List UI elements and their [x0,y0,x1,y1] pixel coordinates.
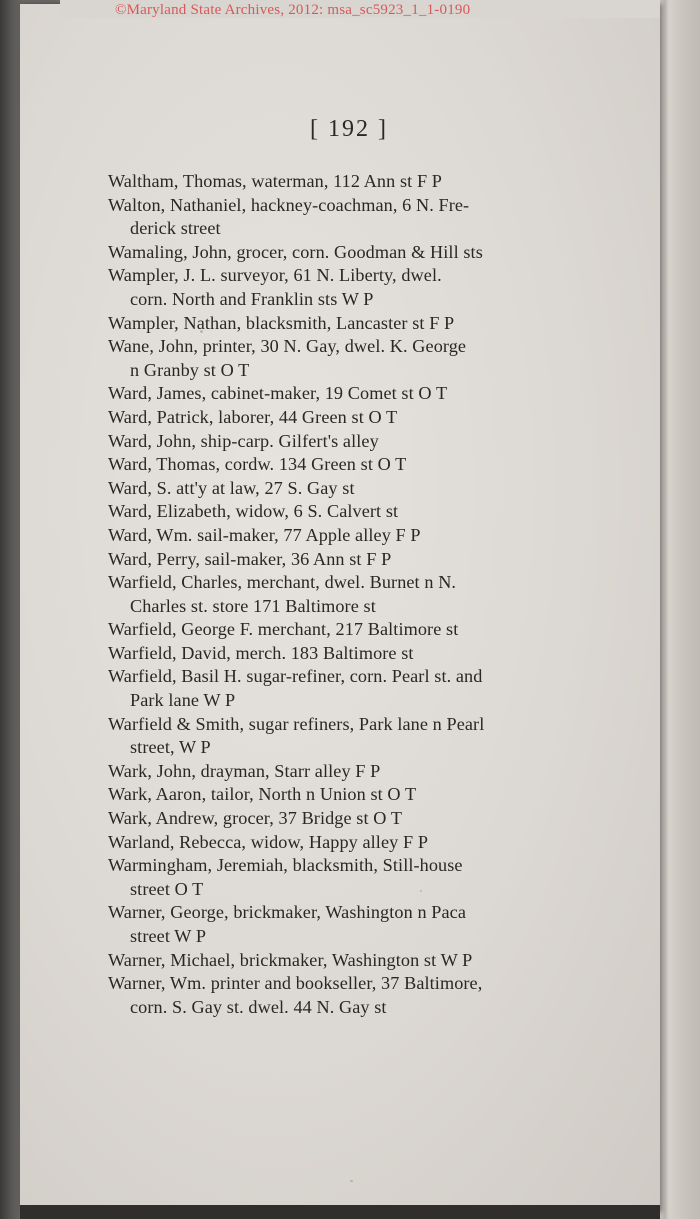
directory-entry [108,500,633,524]
archive-stamp: ©Maryland State Archives, 2012: msa_sc5923_1_1-0190 [115,2,471,18]
entry-line: Wampler, J. L. surveyor, 61 N. Liberty, dwel. [108,265,442,286]
entry-line: Warmingham, Jeremiah, blacksmith, Still-house [108,855,463,876]
directory-entry [108,665,633,712]
entry-line: Warfield, George F. merchant, 217 Baltimore st [108,619,459,640]
entry-line: Warfield, Charles, merchant, dwel. Burnet n N. [108,572,457,593]
entry-line: Wamaling, John, grocer, corn. Goodman & Hill sts [108,241,483,262]
entry-line: Ward, Perry, sail-maker, 36 Ann st F P [108,548,392,569]
page-number: [ 192 ] [310,116,388,142]
entry-line: Wane, John, printer, 30 N. Gay, dwel. K. George [108,336,467,357]
entry-line: Ward, Thomas, cordw. 134 Green st O T [108,454,407,475]
entry-line: Ward, James, cabinet-maker, 19 Comet st O T [108,383,448,404]
directory-entry [108,548,633,572]
directory-entry [108,854,633,901]
directory-entry [108,335,633,382]
entry-line: Wark, John, drayman, Starr alley F P [108,760,381,781]
entry-continuation-line: corn. S. Gay st. dwel. 44 N. Gay st [130,996,387,1017]
directory-entry [108,949,633,973]
paper-speck [350,1180,353,1182]
entry-continuation-line: street W P [130,926,207,946]
directory-entry [108,194,633,241]
entry-line: Warner, Michael, brickmaker, Washington st W P [108,949,473,970]
entry-continuation-line: street O T [130,878,204,899]
entry-line: Warland, Rebecca, widow, Happy alley F P [108,831,429,852]
directory-entry [108,524,633,548]
entry-line: Ward, Wm. sail-maker, 77 Apple alley F P [108,524,421,545]
directory-entry [108,972,633,1019]
entry-line: Warfield, Basil H. sugar-refiner, corn. Pearl st. and [108,666,483,687]
entry-line: Warfield & Smith, sugar refiners, Park lane n Pearl [108,713,485,734]
entry-continuation-line: Park lane W P [130,690,236,711]
directory-entries [108,170,633,1019]
paper-speck [420,890,422,892]
directory-entry [108,713,633,760]
entry-line: Wark, Aaron, tailor, North n Union st O T [108,784,417,805]
directory-entry [108,642,633,666]
page-bottom-shadow [20,1205,660,1219]
directory-entry [108,312,633,336]
entry-line: Ward, Patrick, laborer, 44 Green st O T [108,406,398,427]
directory-entry [108,477,633,501]
directory-entry [108,571,633,618]
entry-continuation-line: Charles st. store 171 Baltimore st [130,595,376,616]
entry-continuation-line: street, W P [130,737,211,758]
entry-line: Ward, Elizabeth, widow, 6 S. Calvert st [108,501,399,522]
entry-line: Ward, John, ship-carp. Gilfert's alley [108,430,379,451]
entry-line: Warfield, David, merch. 183 Baltimore st [108,642,414,663]
entry-line: Warner, George, brickmaker, Washington n Paca [108,902,467,923]
entry-continuation-line: derick street [130,218,221,239]
entry-line: Walton, Nathaniel, hackney-coachman, 6 N. Fre- [108,194,470,215]
directory-entry [108,241,633,265]
entry-continuation-line: corn. North and Franklin sts W P [130,288,374,309]
entry-line: Ward, S. att'y at law, 27 S. Gay st [108,477,355,498]
directory-entry [108,406,633,430]
directory-entry [108,430,633,454]
directory-entry [108,760,633,784]
entry-line: Wark, Andrew, grocer, 37 Bridge st O T [108,808,403,829]
paper-speck [200,330,203,333]
directory-entry [108,170,633,194]
entry-continuation-line: n Granby st O T [130,359,250,380]
entry-line: Wampler, Nathan, blacksmith, Lancaster st F P [108,312,455,333]
next-page-edge [655,0,700,1219]
entry-line: Warner, Wm. printer and bookseller, 37 Baltimore, [108,973,483,994]
directory-entry [108,783,633,807]
directory-entry [108,453,633,477]
entry-line: Waltham, Thomas, waterman, 112 Ann st F P [108,171,443,191]
directory-entry [108,901,633,948]
directory-entry [108,618,633,642]
directory-entry [108,807,633,831]
directory-entry [108,264,633,311]
directory-entry [108,382,633,406]
directory-entry [108,831,633,855]
